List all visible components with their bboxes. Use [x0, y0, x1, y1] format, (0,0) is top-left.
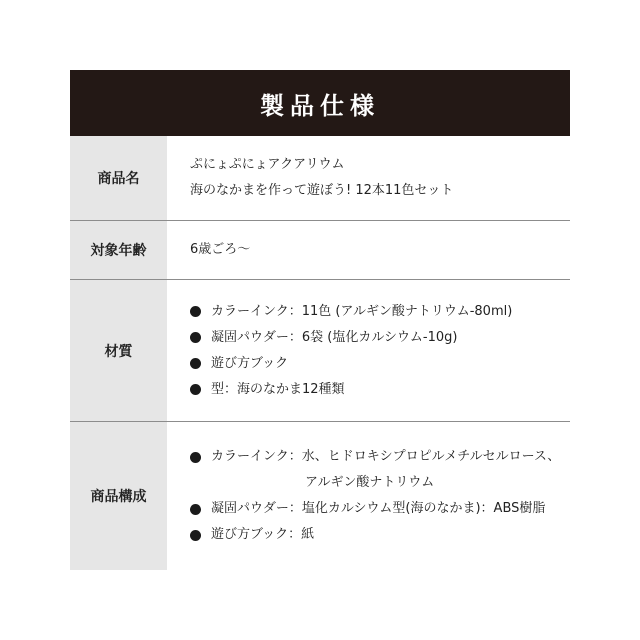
bullet-icon — [190, 452, 201, 463]
list-item — [190, 522, 570, 548]
spec-value — [167, 422, 570, 570]
list-item-text: 凝固パウダー：塩化カルシウム型(海のなかま)：ABS樹脂 — [211, 501, 546, 516]
list-item-text: カラーインク：水、ヒドロキシプロピルメチルセルロース、 — [211, 449, 561, 464]
list-item-text: カラーインク：11色 (アルギン酸ナトリウム-80ml) — [211, 303, 513, 319]
spec-row-composition — [70, 422, 570, 570]
product-name-line: ぷにょぷにょアクアリウム — [190, 157, 345, 172]
spec-label: 材質 — [70, 280, 167, 421]
spec-label: 対象年齢 — [70, 221, 167, 279]
list-item-text: 凝固パウダー：6袋 (塩化カルシウム-10g) — [211, 329, 458, 345]
spec-row-target-age — [70, 221, 570, 279]
product-name-line: 海のなかまを作って遊ぼう! 12本11色セット — [190, 183, 454, 198]
list-item-text: 遊び方ブック — [211, 355, 289, 371]
list-item-text: 型：海のなかま12種類 — [211, 381, 345, 397]
bullet-icon — [190, 332, 201, 343]
list-item — [190, 496, 570, 522]
bullet-icon — [190, 530, 201, 541]
list-item — [190, 377, 570, 403]
list-item-text: 遊び方ブック：紙 — [211, 527, 315, 542]
target-age-value: 6歳ごろ〜 — [190, 242, 251, 257]
spec-row-product-name — [70, 136, 570, 220]
spec-value — [167, 280, 570, 421]
spec-label: 商品構成 — [70, 422, 167, 570]
list-item — [190, 351, 570, 377]
spec-title-banner — [70, 70, 570, 136]
list-item-continuation: アルギン酸ナトリウム — [305, 475, 435, 490]
list-item — [190, 325, 570, 351]
spec-value — [167, 136, 570, 220]
bullet-icon — [190, 306, 201, 317]
bullet-icon — [190, 384, 201, 395]
spec-row-material — [70, 280, 570, 421]
spec-label: 商品名 — [70, 136, 167, 220]
spec-value — [167, 221, 570, 279]
list-item — [190, 299, 570, 325]
spec-title: 製品仕様 — [260, 91, 380, 120]
bullet-icon — [190, 358, 201, 369]
bullet-icon — [190, 504, 201, 515]
list-item — [190, 444, 570, 470]
